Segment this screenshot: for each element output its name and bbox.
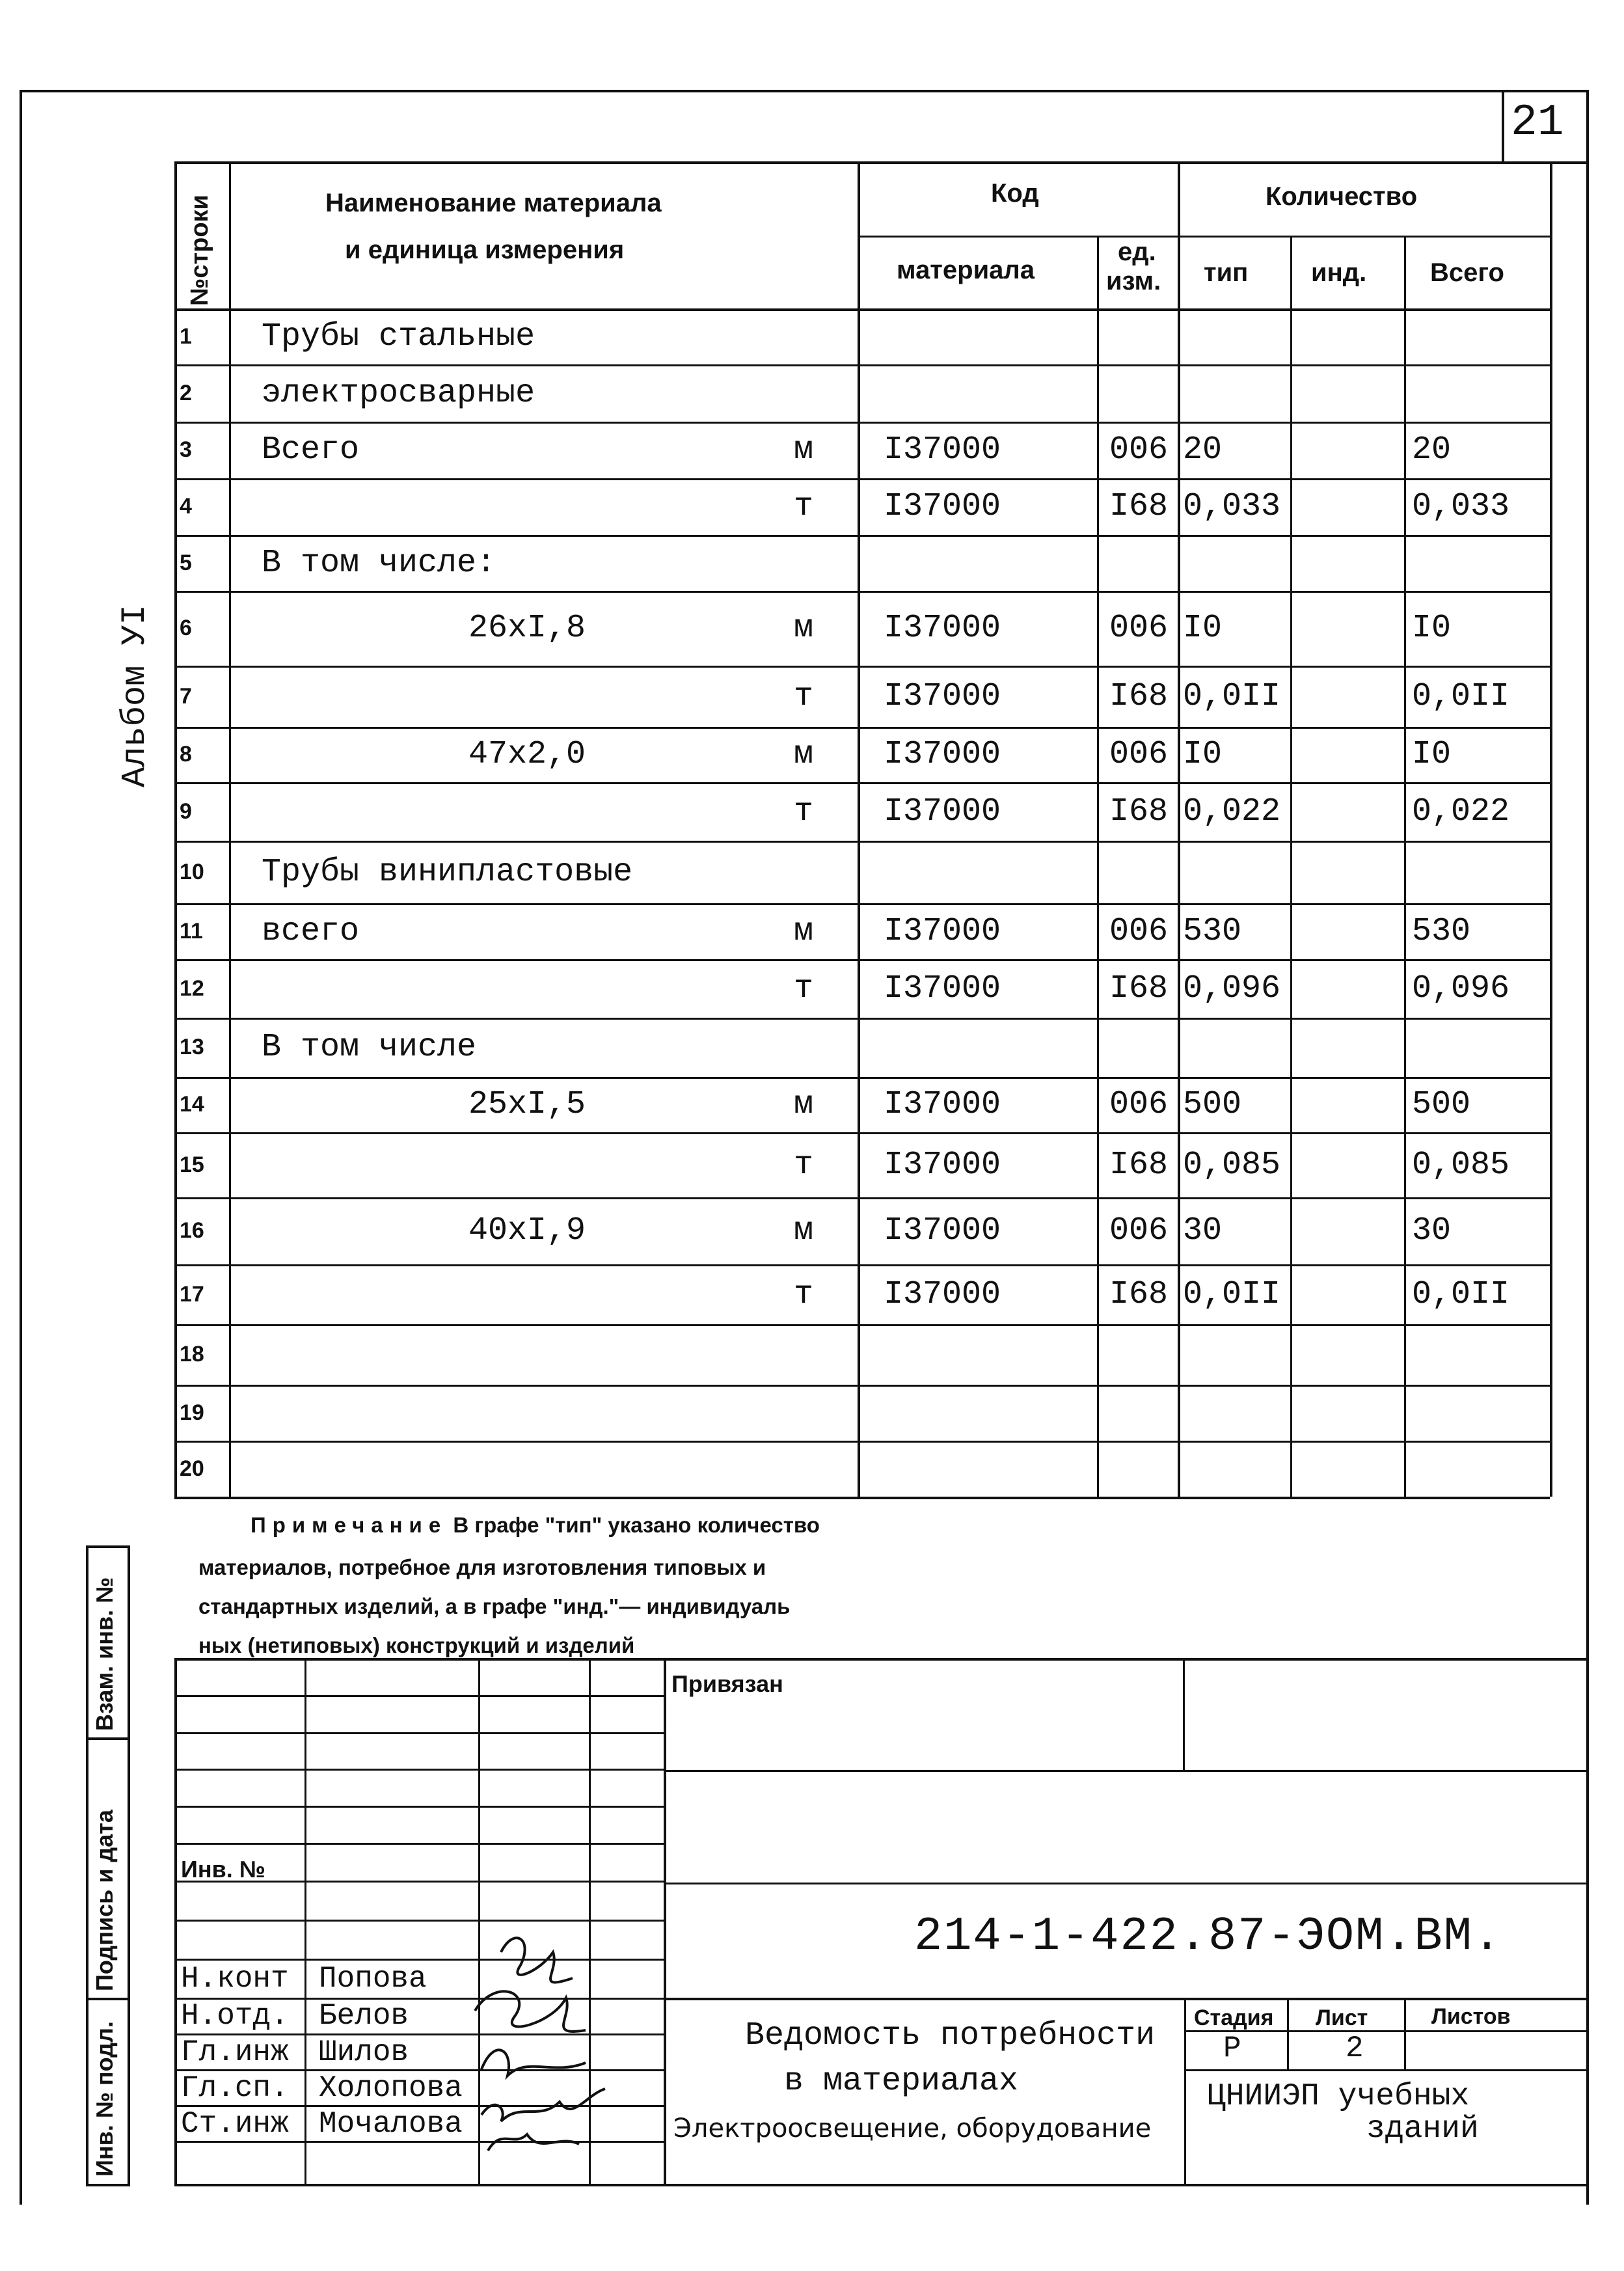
row-number: 9: [180, 798, 192, 824]
material-name: [262, 1385, 795, 1441]
qty-type: 530: [1183, 912, 1242, 950]
material-code: [884, 1385, 1097, 1441]
col-ind-border: [1404, 236, 1406, 1497]
doc-subtitle: Электроосвещение, оборудование: [673, 2114, 1152, 2143]
privyazan-divider: [1183, 1658, 1185, 1770]
staff-name: Попова: [319, 1962, 427, 1996]
title-left-row: [174, 1695, 664, 1697]
unit-code: I68: [1109, 1275, 1168, 1313]
side-box-div2: [86, 1998, 130, 2000]
row-number: 12: [180, 975, 204, 1001]
qty-total: 20: [1412, 431, 1452, 469]
qty-type: 500: [1183, 1086, 1242, 1123]
stage-value-row: [1184, 2069, 1586, 2071]
qty-ind: [1290, 903, 1404, 959]
material-code: I37000: [884, 1275, 1001, 1313]
staff-name: Мочалова: [319, 2107, 463, 2141]
side-label-inv-podl: Инв. № подл.: [91, 2021, 118, 2177]
material-unit: м: [793, 1212, 813, 1249]
qty-total: [1412, 1385, 1550, 1441]
material-code: I37000: [884, 970, 1001, 1007]
header-qty-type: тип: [1204, 258, 1249, 287]
side-label-podpis: Подпись и дата: [91, 1810, 118, 1991]
table-top-border: [174, 161, 1550, 164]
qty-ind: [1290, 308, 1404, 364]
note-line3: стандартных изделий, а в графе "инд."— индивидуаль: [198, 1594, 791, 1618]
unit-code: I68: [1109, 1146, 1168, 1184]
unit-code: 006: [1109, 912, 1168, 950]
qty-ind: [1290, 1197, 1404, 1264]
frame-left: [20, 90, 22, 2205]
stage-value: Р: [1223, 2032, 1241, 2065]
qty-type: 0,022: [1183, 793, 1281, 830]
qty-total: 0,085: [1412, 1146, 1510, 1184]
title-right-row2: [664, 1883, 1586, 1884]
qty-ind: [1290, 959, 1404, 1018]
material-code: [884, 1324, 1097, 1385]
header-row-no: №строки: [186, 195, 213, 306]
row-number: 20: [180, 1456, 204, 1481]
material-unit: м: [793, 431, 813, 469]
row-number: 5: [180, 550, 192, 575]
title-bottom: [174, 2184, 1586, 2186]
material-unit: [784, 364, 823, 422]
col-unit-border: [1178, 161, 1180, 1497]
staff-name: Шилов: [319, 2035, 409, 2069]
side-box-bottom: [86, 2184, 130, 2186]
unit-code: [1100, 364, 1178, 422]
staff-name: Холопова: [319, 2071, 463, 2105]
album-label: Альбом УI: [116, 605, 154, 787]
row-number: 11: [180, 918, 203, 944]
material-name: электросварные: [262, 374, 535, 412]
qty-total: 500: [1412, 1086, 1471, 1123]
material-code: [884, 1018, 1097, 1077]
side-box-div1: [86, 1737, 130, 1740]
material-code: I37000: [884, 1086, 1001, 1123]
header-qty-ind: инд.: [1311, 258, 1367, 287]
qty-total: I0: [1412, 610, 1452, 647]
table-left-border: [174, 161, 177, 1497]
header-quantity: Количество: [1265, 182, 1418, 211]
qty-type: [1183, 1385, 1290, 1441]
header-name-line2: и единица измерения: [345, 236, 625, 264]
header-mid-line: [858, 236, 1550, 238]
sheet-number-box-left: [1502, 90, 1504, 163]
signature-belov: [475, 1991, 586, 2032]
qty-total: [1412, 841, 1550, 903]
doc-title-line1: Ведомость потребности: [745, 2017, 1156, 2054]
sheet-label: Лист: [1316, 2006, 1368, 2030]
material-name: [262, 1441, 795, 1497]
header-code-unit-2: изм.: [1106, 267, 1161, 295]
unit-code: [1100, 1385, 1178, 1441]
header-qty-total: Всего: [1430, 258, 1504, 287]
material-code: I37000: [884, 793, 1001, 830]
qty-ind: [1290, 364, 1404, 422]
title-main-divider: [664, 1658, 666, 2184]
row-number: 13: [180, 1035, 204, 1059]
qty-ind: [1290, 478, 1404, 535]
qty-ind: [1290, 666, 1404, 727]
qty-type: 0,0II: [1183, 677, 1281, 715]
qty-type: [1183, 841, 1290, 903]
qty-type: [1183, 1324, 1290, 1385]
note-text-1: В графе "тип" указано количество: [453, 1513, 820, 1537]
title-left-row: [174, 1843, 664, 1845]
sheet-number: 21: [1511, 98, 1564, 148]
material-unit: т: [793, 1146, 813, 1184]
unit-code: [1100, 535, 1178, 591]
qty-type: 0,033: [1183, 488, 1281, 525]
row-number: 4: [180, 494, 192, 519]
qty-type: [1183, 1018, 1290, 1077]
material-code: I37000: [884, 1146, 1001, 1184]
header-code-material: материала: [897, 256, 1035, 284]
row-number: 1: [180, 323, 192, 349]
qty-type: [1183, 364, 1290, 422]
title-left-row: [174, 1920, 664, 1922]
material-name: всего: [262, 912, 360, 950]
material-unit: м: [793, 912, 813, 950]
material-code: [884, 535, 1097, 591]
signature-popova: [501, 1938, 573, 1982]
signature-scribbles: [455, 1926, 625, 2160]
row-number: 18: [180, 1342, 204, 1367]
qty-ind: [1290, 1441, 1404, 1497]
note-line4: ных (нетиповых) конструкций и изделий: [198, 1633, 635, 1657]
qty-type: [1183, 1441, 1290, 1497]
side-box-right: [128, 1545, 130, 2186]
qty-total: [1412, 364, 1550, 422]
material-name: 26хI,8: [468, 610, 586, 647]
qty-type: 0,0II: [1183, 1275, 1281, 1313]
header-name-line1: Наименование материала: [325, 189, 662, 217]
qty-total: 0,0II: [1412, 677, 1510, 715]
qty-ind: [1290, 1132, 1404, 1197]
qty-type: [1183, 535, 1290, 591]
stage-label: Стадия: [1194, 2006, 1274, 2030]
qty-total: 0,033: [1412, 488, 1510, 525]
unit-code: 006: [1109, 610, 1168, 647]
qty-type: 20: [1183, 431, 1223, 469]
material-unit: [784, 1018, 823, 1077]
unit-code: 006: [1109, 736, 1168, 773]
material-code: I37000: [884, 610, 1001, 647]
material-unit: т: [793, 970, 813, 1007]
header-code: Код: [991, 179, 1039, 208]
unit-code: [1100, 841, 1178, 903]
stage-col-divider: [1287, 1998, 1289, 2069]
row-number: 2: [180, 380, 192, 405]
qty-type: I0: [1183, 610, 1223, 647]
staff-role: Ст.инж: [181, 2107, 289, 2141]
qty-ind: [1290, 1264, 1404, 1324]
sheet-value: 2: [1346, 2032, 1364, 2065]
org-line2: зданий: [1366, 2112, 1479, 2147]
material-code: [884, 841, 1097, 903]
row-number: 7: [180, 683, 192, 709]
col-code-border: [1097, 236, 1099, 1497]
material-unit: м: [793, 736, 813, 773]
material-name: В том числе:: [262, 544, 496, 582]
row-number: 17: [180, 1281, 204, 1307]
staff-role: Н.отд.: [181, 1999, 289, 2033]
note-line1: [250, 1513, 820, 1538]
header-code-unit-1: ед.: [1118, 238, 1156, 266]
title-left-row: [174, 1732, 664, 1734]
material-unit: [784, 308, 823, 364]
material-code: I37000: [884, 488, 1001, 525]
unit-code: I68: [1109, 793, 1168, 830]
unit-code: [1100, 1324, 1178, 1385]
title-left-row: [174, 1806, 664, 1808]
material-name: Всего: [262, 431, 360, 469]
material-code: I37000: [884, 677, 1001, 715]
stage-block-left: [1184, 1998, 1186, 2184]
material-name: 25хI,5: [468, 1086, 586, 1123]
staff-role: Н.конт: [181, 1962, 289, 1996]
signature-shilov: [481, 2050, 586, 2076]
qty-total: I0: [1412, 736, 1452, 773]
staff-role: Гл.сп.: [181, 2071, 289, 2105]
material-name: [262, 782, 795, 841]
unit-code: I68: [1109, 677, 1168, 715]
unit-code: I68: [1109, 970, 1168, 1007]
qty-total: [1412, 1018, 1550, 1077]
unit-code: 006: [1109, 1212, 1168, 1249]
material-unit: [784, 841, 823, 903]
unit-code: 006: [1109, 431, 1168, 469]
material-name: [262, 1264, 795, 1324]
qty-total: [1412, 1324, 1550, 1385]
material-code: [884, 364, 1097, 422]
side-box-left: [86, 1545, 88, 2186]
material-unit: т: [793, 793, 813, 830]
material-name: Трубы винипластовые: [262, 853, 633, 891]
doc-title-line2: в материалах: [784, 2063, 1019, 2100]
row-number: 15: [180, 1152, 204, 1177]
qty-ind: [1290, 1077, 1404, 1132]
material-name: 47х2,0: [468, 736, 586, 773]
material-name: [262, 959, 795, 1018]
signature-mochalova: [488, 2134, 579, 2151]
inv-no-label: Инв. №: [181, 1856, 265, 1883]
sheet-col-divider: [1404, 1998, 1406, 2069]
doc-code: 214-1-422.87-ЭОМ.ВМ.: [914, 1910, 1503, 1963]
material-name: [262, 478, 795, 535]
qty-ind: [1290, 591, 1404, 666]
material-unit: т: [793, 677, 813, 715]
title-top: [174, 1658, 1586, 1661]
qty-ind: [1290, 1018, 1404, 1077]
row-divider: [174, 1497, 1550, 1499]
col-no-border: [229, 161, 231, 1497]
material-unit: м: [793, 1086, 813, 1123]
qty-total: 30: [1412, 1212, 1452, 1249]
row-number: 14: [180, 1092, 204, 1117]
staff-role: Гл.инж: [181, 2035, 289, 2069]
qty-ind: [1290, 782, 1404, 841]
qty-ind: [1290, 841, 1404, 903]
unit-code: [1100, 1441, 1178, 1497]
material-code: [884, 308, 1097, 364]
col-name-border: [858, 161, 860, 1497]
table-right-border: [1550, 161, 1552, 1497]
row-number: 16: [180, 1218, 204, 1243]
sheets-label: Листов: [1431, 2004, 1511, 2029]
side-box-top: [86, 1545, 130, 1548]
qty-total: 530: [1412, 912, 1471, 950]
staff-name: Белов: [319, 1999, 409, 2033]
unit-code: I68: [1109, 488, 1168, 525]
row-number: 19: [180, 1400, 204, 1425]
material-unit: т: [793, 1275, 813, 1313]
row-number: 6: [180, 616, 192, 640]
qty-ind: [1290, 422, 1404, 478]
material-unit: [784, 1385, 823, 1441]
note-line2: материалов, потребное для изготовления типовых и: [198, 1555, 766, 1579]
material-code: [884, 1441, 1097, 1497]
row-number: 3: [180, 437, 192, 462]
material-name: [262, 666, 795, 727]
material-code: I37000: [884, 1212, 1001, 1249]
qty-type: 0,096: [1183, 970, 1281, 1007]
qty-type: I0: [1183, 736, 1223, 773]
qty-total: 0,096: [1412, 970, 1510, 1007]
material-unit: т: [793, 488, 813, 525]
qty-ind: [1290, 1324, 1404, 1385]
qty-total: 0,022: [1412, 793, 1510, 830]
material-unit: [784, 1441, 823, 1497]
signature-kholopova: [481, 2089, 605, 2121]
qty-ind: [1290, 727, 1404, 782]
material-unit: [784, 535, 823, 591]
material-name: Трубы стальные: [262, 318, 535, 355]
frame-top: [20, 90, 1588, 92]
unit-code: 006: [1109, 1086, 1168, 1123]
qty-type: 0,085: [1183, 1146, 1281, 1184]
material-name: В том числе: [262, 1029, 477, 1066]
unit-code: [1100, 308, 1178, 364]
qty-total: [1412, 308, 1550, 364]
qty-type: 30: [1183, 1212, 1223, 1249]
qty-ind: [1290, 1385, 1404, 1441]
material-code: I37000: [884, 431, 1001, 469]
material-name: [262, 1324, 795, 1385]
material-name: 40хI,9: [468, 1212, 586, 1249]
material-code: I37000: [884, 912, 1001, 950]
title-left-row: [174, 1769, 664, 1771]
unit-code: [1100, 1018, 1178, 1077]
qty-total: [1412, 1441, 1550, 1497]
title-right-row1: [664, 1770, 1586, 1772]
privyazan-label: Привязан: [671, 1670, 783, 1697]
org-line1: ЦНИИЭП учебных: [1207, 2079, 1470, 2114]
material-code: I37000: [884, 736, 1001, 773]
row-number: 10: [180, 859, 204, 884]
title-right-row3: [664, 1998, 1586, 2000]
qty-total: 0,0II: [1412, 1275, 1510, 1313]
qty-ind: [1290, 535, 1404, 591]
material-unit: м: [793, 610, 813, 647]
material-unit: [784, 1324, 823, 1385]
side-label-vzam: Взам. инв. №: [91, 1577, 118, 1731]
qty-type: [1183, 308, 1290, 364]
row-number: 8: [180, 742, 192, 767]
note-lead: Примечание: [250, 1513, 448, 1537]
material-name: [262, 1132, 795, 1197]
frame-right: [1586, 90, 1589, 2205]
qty-total: [1412, 535, 1550, 591]
